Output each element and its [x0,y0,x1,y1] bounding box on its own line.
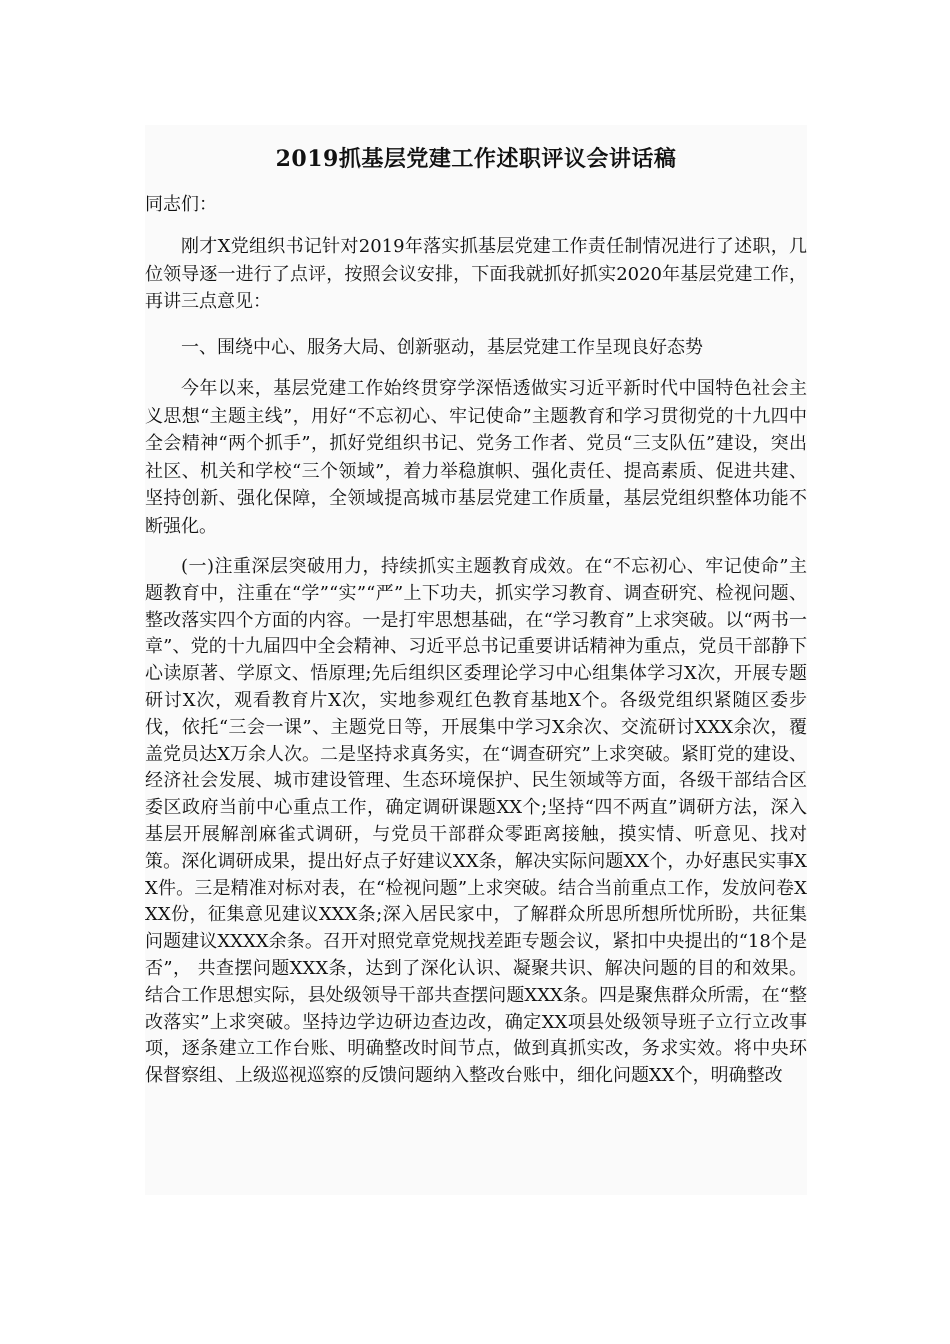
section-heading-1: 一、围绕中心、服务大局、创新驱动，基层党建工作呈现良好态势 [181,336,703,358]
paragraph-overview: 今年以来，基层党建工作始终贯穿学深悟透做实习近平新时代中国特色社会主义思想“主题主线”，用好“不忘初心、牢记使命”主题教育和学习贯彻党的十九四中全会精神“两个抓手”，抓好党组织书记、党务工作者、党员“三支队伍”建设，突出社区、机关和学校“三个领域”，着力举稳旗帜、强化责任、提高素质、促进共建、坚持创新、强化保障，全领域提高城市基层党建工作质量，基层党组织整体功能不断强化。 [145,378,807,537]
document-title: 2019抓基层党建工作述职评议会讲话稿 [275,146,677,172]
paragraph-intro: 刚才X党组织书记针对2019年落实抓基层党建工作责任制情况进行了述职，几位领导逐一进行了点评，按照会议安排，下面我就抓好抓实2020年基层党建工作，再讲三点意见： [145,236,807,312]
paragraph-theme-education: (一)注重深层突破用力，持续抓实主题教育成效。在“不忘初心、牢记使命”主题教育中，注重在“学”“实”“严”上下功夫，抓实学习教育、调查研究、检视问题、整改落实四个方面的内容。一是打牢思想基础，在“学习教育”上求突破。以“两书一章”、党的十九届四中全会精神、习近平总书记重要讲话精神为重点，党员干部静下心读原著、学原文、悟原理;先后组织区委理论学习中心组集体学习X次，开展专题研讨X次，观看教育片X次，实地参观红色教育基地X个。各级党组织紧随区委步伐，依托“三会一课”、主题党日等，开展集中学习X余次、交流研讨XXX余次，覆盖党员达X万余人次。二是坚持求真务实，在“调查研究”上求突破。紧盯党的建设、经济社会发展、城市建设管理、生态环境保护、民生领域等方面，各级干部结合区委区政府当前中心重点工作，确定调研课题XX个;坚持“四不两直”调研方法，深入基层开展解剖麻雀式调研，与党员干部群众零距离接触，摸实情、听意见、找对策。深化调研成果，提出好点子好建议XX条，解决实际问题XX个，办好惠民实事XX件。三是精准对标对表，在“检视问题”上求突破。结合当前重点工作，发放问卷XXX份，征集意见建议XXX条;深入居民家中，了解群众所思所想所忧所盼，共征集问题建议XXXX余条。召开对照党章党规找差距专题会议，紧扣中央提出的“18个是否”， 共查摆问题XXX条，达到了深化认识、凝聚共识、解决问题的目的和效果。结合工作思想实际，县处级领导干部共查摆问题XXX条。四是聚焦群众所需，在“整改落实”上求突破。坚持边学边研边查边改，确定XX项县处级领导班子立行立改事项，逐条建立工作台账、明确整改时间节点，做到真抓实改，务求实效。将中央环保督察组、上级巡视巡察的反馈问题纳入整改台账中，细化问题XX个，明确整改 [145,556,807,1087]
greeting: 同志们： [145,194,217,215]
document-page [145,125,807,1195]
